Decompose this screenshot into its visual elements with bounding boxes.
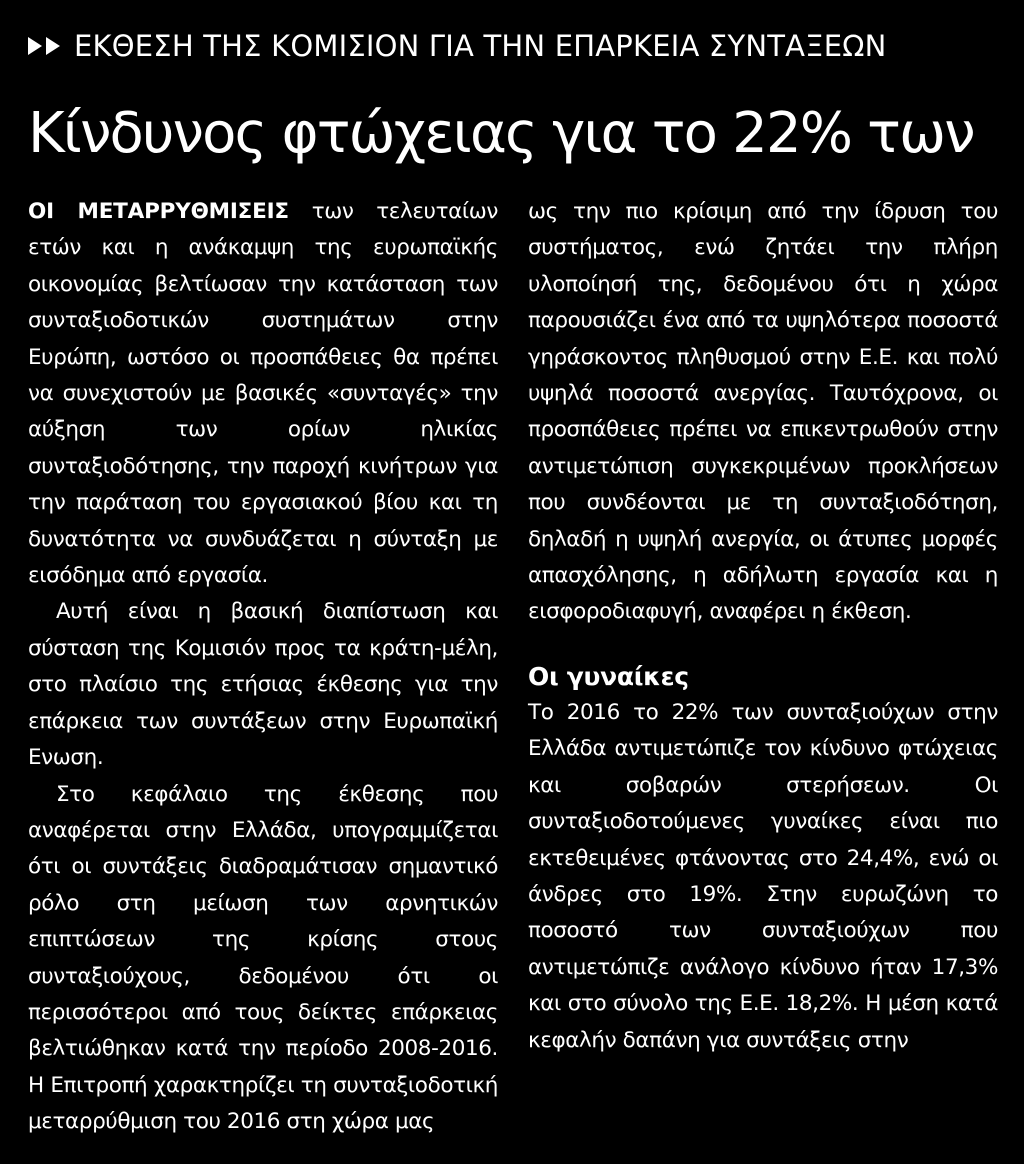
subheading: Οι γυναίκες [528, 661, 689, 691]
kicker-text: ΕΚΘΕΣΗ ΤΗΣ ΚΟΜΙΣΙΟΝ ΓΙΑ ΤΗΝ ΕΠΑΡΚΕΙΑ ΣΥΝΤΑΞΕΩΝ [74, 29, 887, 63]
right-paragraph-1: ως την πιο κρίσιμη από την ίδρυση του συστήματος, ενώ ζητάει την πλήρη υλοποίησή της, δεδομένου ότι η χώρα παρουσιάζει ένα από τα υψηλότερα ποσοστά γηράσκοντος πληθυσμού στην Ε.Ε. και πολύ υψηλά ποσοστά ανεργίας. Ταυτόχρονα, οι προσπάθειες πρέπει να επικεντρωθούν στην αντιμετώπιση συγκεκριμένων προκλήσεων που συνδέονται με τη συνταξιοδότηση, δηλαδή η υψηλή ανεργία, οι άτυπες μορφές απασχόλησης, η αδήλωτη εργασία και η εισφοροδιαφυγή, αναφέρει η έκθεση. [528, 199, 998, 625]
left-paragraph-3: Στο κεφάλαιο της έκθεσης που αναφέρεται στην Ελλάδα, υπογραμμίζεται ότι οι συντάξεις διαδραμάτισαν σημαντικό ρόλο στη μείωση των αρνητικών επιπτώσεων της κρίσης στους συνταξιούχους, δεδομένου ότι οι περισσότεροι από τους δείκτες επάρκειας βελτιώθηκαν κατά την περίοδο 2008-2016. Η Επιτροπή χαρακτηρίζει τη συνταξιοδοτική μεταρρύθμιση του 2016 στη χώρα μας [28, 781, 498, 1135]
kicker [28, 22, 998, 70]
left-paragraph-2: Αυτή είναι η βασική διαπίστωση και σύσταση της Κομισιόν προς τα κράτη-μέλη, στο πλαίσιο της ετήσιας έκθεσης για την επάρκεια των συντάξεων στην Ευρωπαϊκή Ενωση. [28, 599, 498, 771]
left-paragraph-1 [28, 194, 498, 594]
double-triangle-right-icon [28, 36, 62, 56]
right-column [528, 194, 998, 1141]
headline: Κίνδυνος φτώχειας για το 22% των [28, 101, 974, 166]
left-column [28, 194, 498, 1141]
left-paragraph-1-text: των τελευταίων ετών και η ανάκαμψη της ευρωπαϊκής οικονομίας βελτίωσαν την κατάσταση των συνταξιοδοτικών συστημάτων στην Ευρώπη, ωστόσο οι προσπάθειες θα πρέπει να συνεχιστούν με βασικές «συνταγές» την αύξηση των ορίων ηλικίας συνταξιοδότησης, την παροχή κινήτρων για την παράταση του εργασιακού βίου και τη δυνατότητα να συνδυάζεται η σύνταξη με εισόδημα από εργασία. [28, 199, 498, 589]
article-columns [28, 194, 998, 1141]
right-paragraph-2: Το 2016 το 22% των συνταξιούχων στην Ελλάδα αντιμετώπιζε τον κίνδυνο φτώχειας και σοβαρών στερήσεων. Οι συνταξιοδοτούμενες γυναίκες είναι πιο εκτεθειμένες φτάνοντας στο 24,4%, ενώ οι άνδρες στο 19%. Στην ευρωζώνη το ποσοστό των συνταξιούχων που αντιμετώπιζε ανάλογο κίνδυνο ήταν 17,3% και στο σύνολο της Ε.Ε. 18,2%. Η μέση κατά κεφαλήν δαπάνη για συντάξεις στην [528, 699, 998, 1053]
lead-in: ΟΙ ΜΕΤΑΡΡΥΘΜΙΣΕΙΣ [28, 199, 289, 224]
